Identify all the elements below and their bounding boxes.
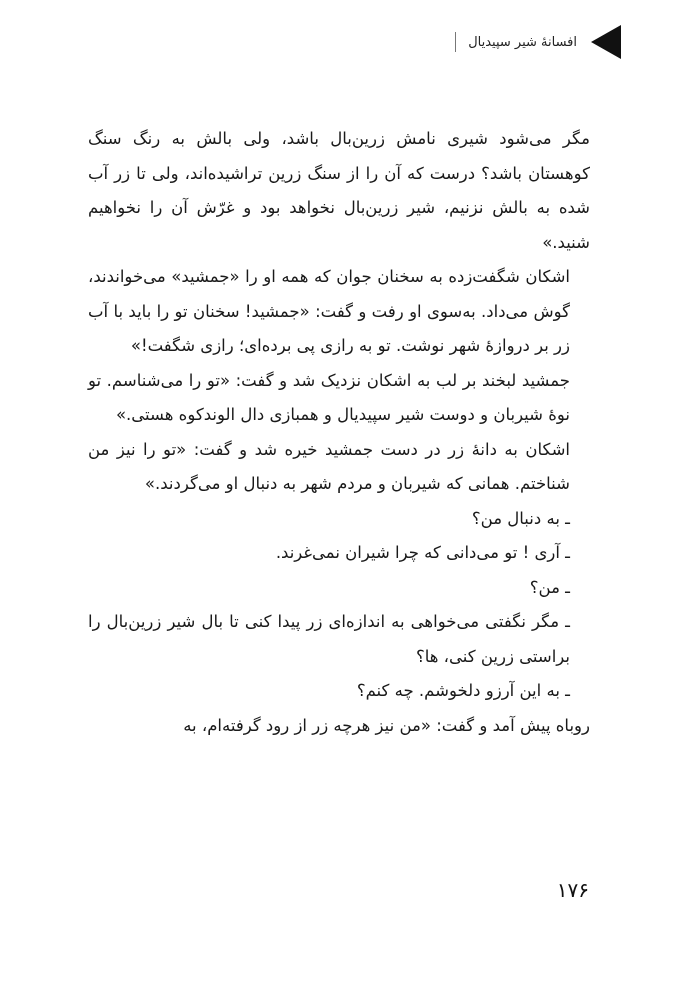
paragraph-2: اشکان شگفت‌زده به سخنان جوان که همه او را «جمشید» می‌خواندند، گوش می‌داد. به‌سوی او رفت و گفت: «جمشید! سخنان تو را باید با آب زر بر دروازهٔ شهر نوشت. تو به رازی پی برده‌ای؛ رازی شگفت!» [88,267,570,355]
header-divider [455,32,456,52]
paragraph-4: اشکان به دانهٔ زر در دست جمشید خیره شد و گفت: «تو را نیز من شناختم. همانی که شیربان و مردم شهر به دنبال او می‌گردند.» [88,439,570,493]
paragraph-1: مگر می‌شود شیری نامش زرین‌بال باشد، ولی بالش به رنگ سنگ کوهستان باشد؟ درست که آن را از سنگ زرین تراشیده‌اند، ولی تا زر آب شده به بالش نزنیم، شیر زرین‌بال نخواهد بود و غرّش آن را نخواهیم شنید.» [88,129,590,252]
book-title-header: افسانهٔ شیر سپیدیال [468,34,577,50]
page-number: ۱۷۶ [556,878,589,902]
dialogue-line-2: ـ آری ! تو می‌دانی که چرا شیران نمی‌غرند. [275,543,570,562]
dialogue-line-3: ـ من؟ [529,577,570,597]
paragraph-3: جمشید لبخند بر لب به اشکان نزدیک شد و گفت: «تو را می‌شناسم. تو نوهٔ شیربان و دوست شیر سپیدیال و همبازی دال الوندکوه هستی.» [88,370,570,424]
dialogue-line-5: ـ به این آرزو دلخوشم. چه کنم؟ [356,681,570,700]
dialogue-line-1: ـ به دنبال من؟ [471,508,570,528]
dialogue-line-4: ـ مگر نگفتی می‌خواهی به اندازه‌ای زر پیدا کنی تا بال شیر زرین‌بال را براستی زرین کنی، ها؟ [88,612,570,666]
closing-line: روباه پیش آمد و گفت: «من نیز هرچه زر از رود گرفته‌ام، به [183,715,590,735]
page-marker-arrow-icon [591,25,621,59]
page-body-text [88,122,590,743]
running-header [455,24,621,60]
